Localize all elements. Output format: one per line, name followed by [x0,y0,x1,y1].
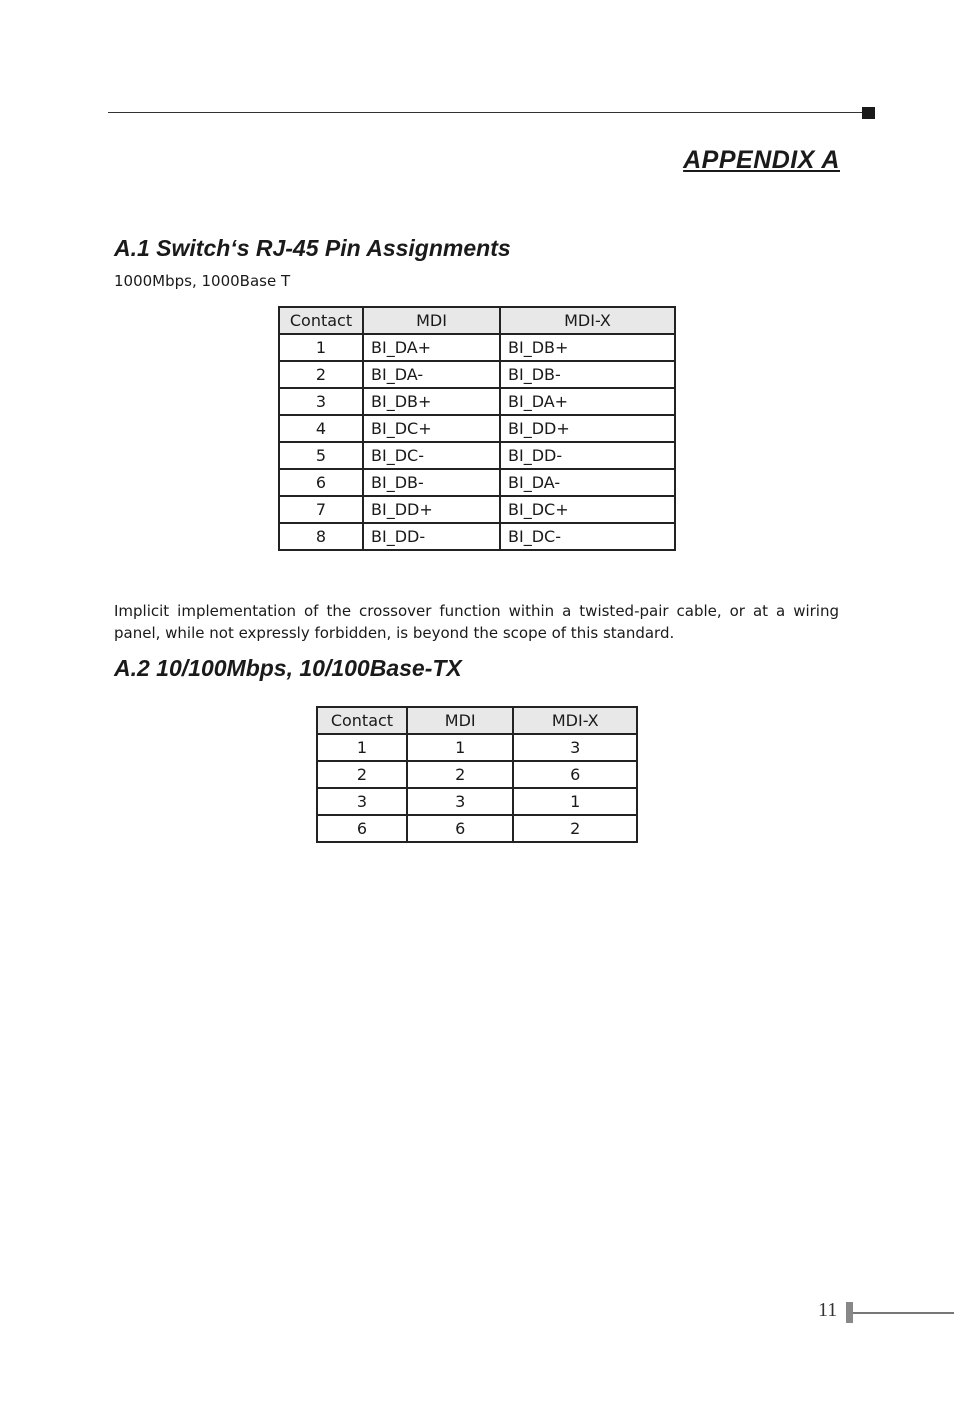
crossover-note: Implicit implementation of the crossover function within a twisted-pair cable, or at a wiring panel, while not expressly forbidden, is beyond the scope of this standard. [114,602,839,642]
header-contact: Contact [279,307,363,334]
cell-mdi-x: BI_DD+ [500,415,675,442]
cell-mdi-x: BI_DD- [500,442,675,469]
cell-mdi-x: BI_DC+ [500,496,675,523]
cell-contact: 6 [279,469,363,496]
cell-mdi: BI_DC+ [363,415,500,442]
cell-mdi-x: BI_DB+ [500,334,675,361]
section-heading-a2: A.2 10/100Mbps, 10/100Base-TX [114,655,462,681]
header-square-marker [862,107,875,119]
header-mdi: MDI [407,707,514,734]
footer-bar-marker [846,1302,853,1323]
cell-mdi: BI_DC- [363,442,500,469]
page-number: 11 [818,1299,838,1321]
cell-contact: 8 [279,523,363,550]
cell-mdi: 3 [407,788,514,815]
cell-contact: 6 [317,815,407,842]
cell-mdi-x: BI_DC- [500,523,675,550]
header-rule [108,112,864,113]
table-row [279,361,675,388]
cell-mdi-x: 1 [513,788,637,815]
cell-mdi: BI_DB- [363,469,500,496]
appendix-title: APPENDIX A [683,146,840,174]
table-row [317,734,637,761]
table-row [279,523,675,550]
cell-mdi: BI_DB+ [363,388,500,415]
table-row [279,388,675,415]
cell-mdi: 6 [407,815,514,842]
table-row [279,415,675,442]
table-header-row [317,707,637,734]
cell-contact: 3 [317,788,407,815]
rj45-1000base-t-table [278,306,676,551]
cell-mdi-x: 3 [513,734,637,761]
header-mdi-x: MDI-X [500,307,675,334]
cell-mdi-x: BI_DA- [500,469,675,496]
header-mdi: MDI [363,307,500,334]
footer-rule [853,1312,954,1314]
cell-mdi: BI_DD+ [363,496,500,523]
cell-contact: 1 [317,734,407,761]
section-heading-a1: A.1 Switch‘s RJ-45 Pin Assignments [114,235,511,261]
section-subtitle: 1000Mbps, 1000Base T [114,272,291,290]
cell-contact: 5 [279,442,363,469]
cell-contact: 7 [279,496,363,523]
cell-mdi-x: BI_DA+ [500,388,675,415]
cell-mdi: 1 [407,734,514,761]
cell-mdi: BI_DD- [363,523,500,550]
table-row [279,442,675,469]
header-mdi-x: MDI-X [513,707,637,734]
table-row [279,496,675,523]
rj45-10-100base-tx-table [316,706,638,843]
table-row [317,761,637,788]
cell-mdi: 2 [407,761,514,788]
table-row [317,815,637,842]
table-row [279,469,675,496]
cell-mdi-x: 6 [513,761,637,788]
cell-contact: 4 [279,415,363,442]
table-row [279,334,675,361]
cell-contact: 3 [279,388,363,415]
cell-mdi: BI_DA- [363,361,500,388]
table-header-row [279,307,675,334]
cell-contact: 2 [279,361,363,388]
header-contact: Contact [317,707,407,734]
cell-mdi-x: 2 [513,815,637,842]
table-row [317,788,637,815]
cell-contact: 1 [279,334,363,361]
cell-mdi: BI_DA+ [363,334,500,361]
cell-contact: 2 [317,761,407,788]
cell-mdi-x: BI_DB- [500,361,675,388]
